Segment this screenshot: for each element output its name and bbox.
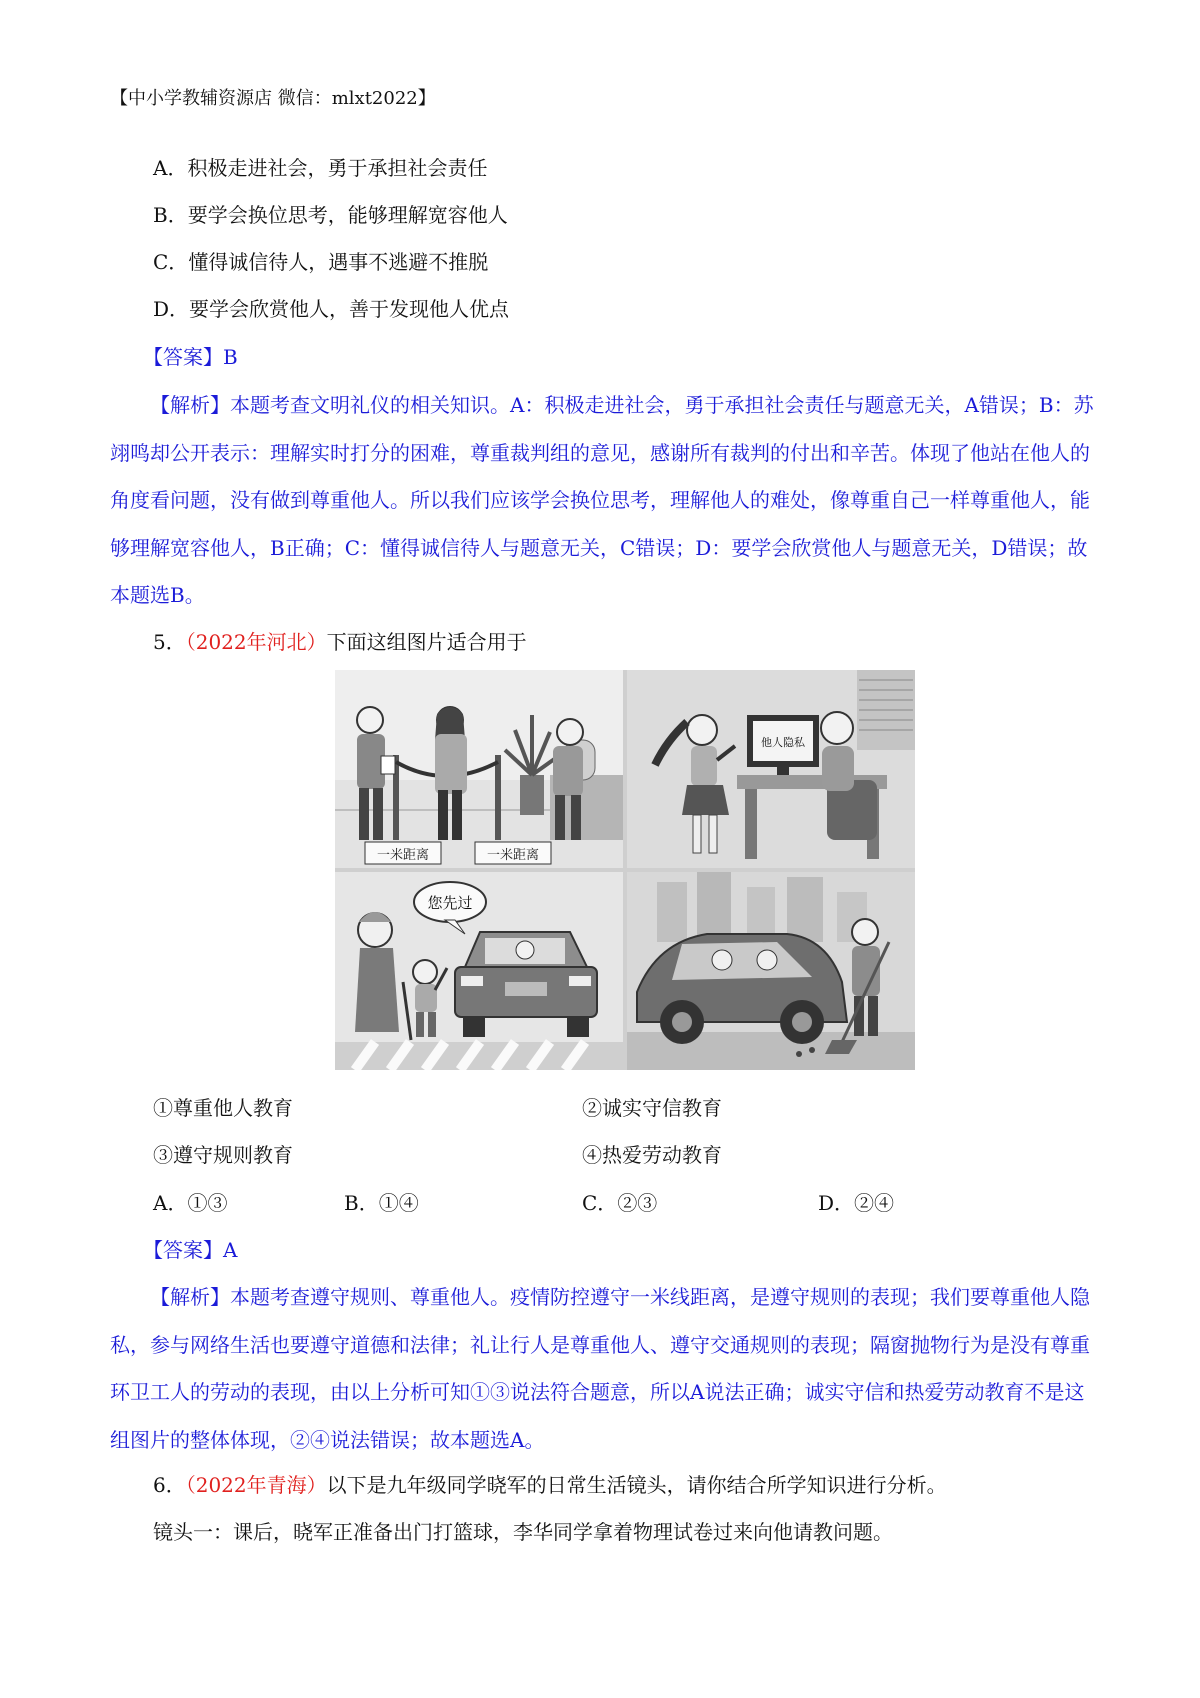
choice-text: ①③	[187, 1191, 228, 1215]
statement-2: ②诚实守信教育	[582, 1096, 722, 1120]
analysis-label: 【解析】	[150, 1285, 230, 1309]
panel-queue	[335, 670, 623, 868]
option-label: C．	[153, 250, 189, 274]
analysis-q5	[110, 1274, 1100, 1464]
statement-3: ③遵守规则教育	[153, 1143, 293, 1167]
floor-label-2: 一米距离	[486, 848, 540, 863]
question-6-stem	[153, 1470, 947, 1500]
choice-text: ②③	[617, 1191, 658, 1215]
option-text: 要学会换位思考，能够理解宽容他人	[187, 203, 508, 227]
screen-text: 他人隐私	[761, 736, 805, 749]
answer-label: 【答案】	[143, 1238, 223, 1262]
option-text: 懂得诚信待人，遇事不逃避不推脱	[188, 250, 489, 274]
question-number: 5．	[153, 630, 186, 654]
question-source: （2022年河北）	[185, 630, 327, 654]
question-text: 下面这组图片适合用于	[326, 630, 527, 654]
question-5-stem	[153, 627, 527, 657]
choice-c	[582, 1188, 657, 1218]
option-d	[153, 294, 509, 324]
answer-q4	[143, 342, 238, 372]
panel-littering	[627, 872, 915, 1070]
answer-value: B	[223, 345, 238, 369]
answer-label: 【答案】	[143, 345, 223, 369]
choice-d	[818, 1188, 894, 1218]
speech-bubble-text: 您先过	[427, 894, 473, 912]
statement-1: ①尊重他人教育	[153, 1096, 293, 1120]
choice-b	[344, 1188, 419, 1218]
choice-a	[153, 1188, 227, 1218]
analysis-text: 本题考查遵守规则、尊重他人。疫情防控遵守一米线距离，是遵守规则的表现；我们要尊重他人隐私，参与网络生活也要遵守道德和法律；礼让行人是尊重他人、遵守交通规则的表现；隔窗抛物行为是没有尊重环卫工人的劳动的表现，由以上分析可知①③说法符合题意，所以A说法正确；诚实守信和热爱劳动教育不是这组图片的整体体现，②④说法错误；故本题选A。	[110, 1285, 1090, 1452]
option-label: A．	[153, 156, 188, 180]
choice-label: A．	[153, 1191, 188, 1215]
answer-q5	[143, 1235, 237, 1265]
choice-label: D．	[818, 1191, 855, 1215]
cartoon-figure	[335, 670, 915, 1070]
question-text: 以下是九年级同学晓军的日常生活镜头，请你结合所学知识进行分析。	[326, 1473, 947, 1497]
choice-label: B．	[344, 1191, 379, 1215]
option-label: D．	[153, 297, 190, 321]
choice-text: ②④	[854, 1191, 895, 1215]
answer-value: A	[223, 1238, 238, 1262]
choice-label: C．	[582, 1191, 618, 1215]
floor-label-1: 一米距离	[376, 848, 430, 863]
analysis-q4	[110, 382, 1100, 620]
option-b	[153, 200, 508, 230]
scene-1-text: 镜头一：课后，晓军正准备出门打篮球，李华同学拿着物理试卷过来向他请教问题。	[153, 1520, 893, 1544]
panel-crosswalk	[335, 872, 623, 1070]
question-source: （2022年青海）	[185, 1473, 327, 1497]
analysis-label: 【解析】	[150, 393, 230, 417]
question-number: 6．	[153, 1473, 186, 1497]
option-text: 要学会欣赏他人，善于发现他人优点	[189, 297, 510, 321]
statement-4: ④热爱劳动教育	[582, 1143, 722, 1167]
choice-text: ①④	[378, 1191, 419, 1215]
option-c	[153, 247, 488, 277]
option-a	[153, 153, 487, 183]
option-label: B．	[153, 203, 188, 227]
analysis-text: 本题考查文明礼仪的相关知识。A：积极走进社会，勇于承担社会责任与题意无关，A错误；B：苏翊鸣却公开表示：理解实时打分的困难，尊重裁判组的意见，感谢所有裁判的付出和辛苦。体现了他站在他人的角度看问题，没有做到尊重他人。所以我们应该学会换位思考，理解他人的难处，像尊重自己一样尊重他人，能够理解宽容他人，B正确；C：懂得诚信待人与题意无关，C错误；D：要学会欣赏他人与题意无关，D错误；故本题选B。	[110, 393, 1094, 607]
page-header: 【中小学教辅资源店 微信：mlxt2022】	[110, 88, 436, 109]
panel-privacy	[627, 670, 915, 868]
option-text: 积极走进社会，勇于承担社会责任	[187, 156, 488, 180]
